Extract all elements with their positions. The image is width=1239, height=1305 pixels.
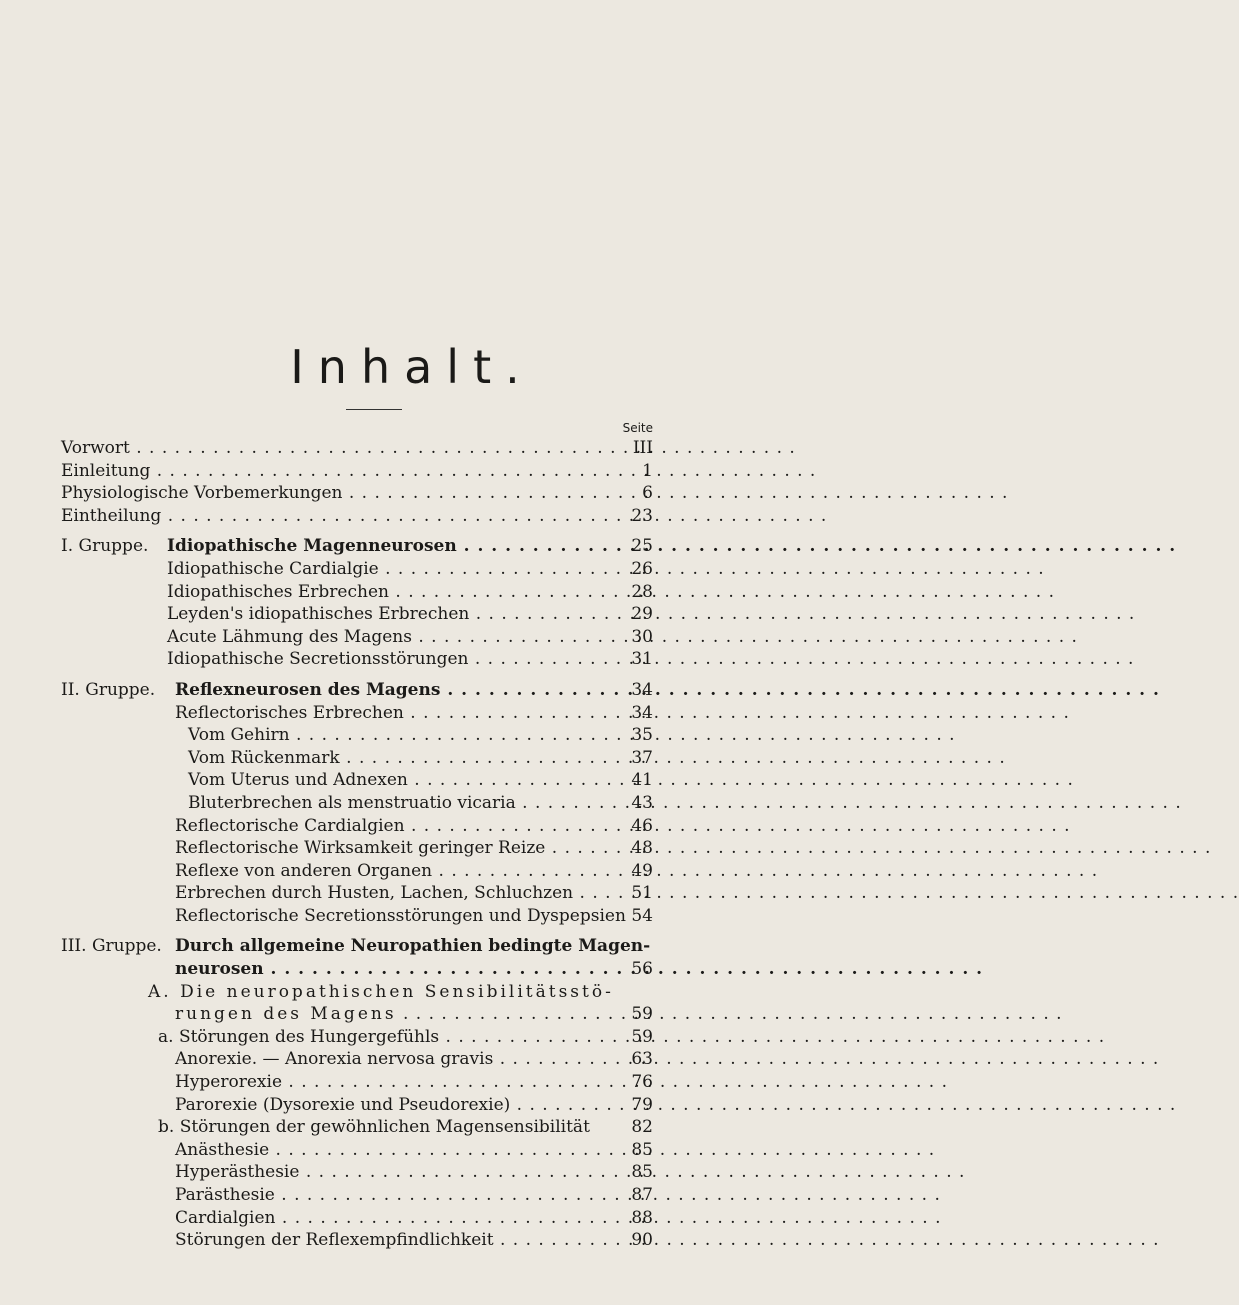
toc-page-number: 35	[631, 725, 653, 746]
toc-group-label: III. Gruppe.	[61, 936, 162, 957]
toc-page-number: 34	[631, 702, 653, 723]
toc-entry	[0, 1094, 800, 1117]
toc-entry	[0, 1229, 800, 1252]
toc-entry	[0, 882, 800, 905]
toc-entry-title: Vom Gehirn . . .	[188, 724, 600, 747]
toc-entry	[0, 1184, 800, 1207]
title-divider	[346, 409, 402, 410]
toc-entry-title: A. Die neuropathischen Sensibilitätsstö-	[148, 981, 614, 1002]
toc-entry	[0, 679, 800, 702]
toc-group-label: II. Gruppe.	[61, 679, 156, 700]
toc-page-number: 41	[631, 770, 653, 791]
toc-entry-title: b. Störungen der gewöhnlichen Magensensibilität	[158, 1117, 590, 1138]
toc-entry-title: rungen des Magens . . .	[175, 1003, 600, 1026]
toc-entry	[0, 535, 800, 558]
toc-entry-title: Reflectorisches Erbrechen . . .	[175, 702, 600, 725]
toc-entry	[0, 437, 800, 460]
toc-entry-title: Störungen der Reflexempfindlichkeit . . .	[175, 1229, 600, 1252]
toc-entry-title: Vom Uterus und Adnexen . . .	[188, 769, 600, 792]
toc-entry	[0, 558, 800, 581]
toc-entry-title: Idiopathisches Erbrechen . . .	[167, 581, 600, 604]
toc-entry-title: Einleitung . . .	[61, 460, 600, 483]
toc-entry-title: Eintheilung . . .	[61, 505, 600, 528]
toc-page-number: 87	[631, 1185, 653, 1205]
toc-entry	[0, 1116, 800, 1139]
toc-page-number: 76	[631, 1072, 653, 1093]
page-column-header: Seite	[622, 421, 653, 435]
toc-entry-title: Reflectorische Cardialgien . . .	[175, 815, 600, 838]
toc-page-number: 59	[631, 1004, 653, 1025]
toc-page-number: 37	[631, 747, 653, 768]
toc-entry-title: Erbrechen durch Husten, Lachen, Schluchzen . . .	[175, 882, 600, 905]
toc-entry	[0, 581, 800, 604]
toc-entry-title: Acute Lähmung des Magens . . .	[167, 626, 600, 649]
toc-page-number: 48	[631, 838, 653, 859]
toc-entry-title: Idiopathische Secretionsstörungen . . .	[167, 648, 600, 671]
toc-entry-title: Anästhesie . . .	[175, 1139, 600, 1162]
toc-entry	[0, 1071, 800, 1094]
toc-page-number: 82	[631, 1117, 653, 1138]
toc-page-number: 79	[631, 1094, 653, 1115]
toc-entry	[0, 958, 800, 981]
toc-entry-title: Anorexie. — Anorexia nervosa gravis . . .	[175, 1048, 600, 1071]
toc-entry	[0, 905, 800, 928]
toc-page-number: 63	[631, 1049, 653, 1070]
toc-page-number: 54	[631, 905, 653, 926]
toc-page-number: 28	[631, 581, 653, 602]
toc-page-number: 34	[631, 679, 653, 700]
toc-page-number: 6	[642, 483, 653, 504]
toc-entry	[0, 837, 800, 860]
toc-entry	[0, 792, 800, 815]
toc-entry-title: Reflectorische Secretionsstörungen und Dyspepsien	[175, 905, 626, 926]
toc-entry-title: Vom Rückenmark . . .	[188, 747, 600, 770]
toc-entry-title: Cardialgien . . .	[175, 1207, 600, 1230]
section-gap	[0, 527, 800, 535]
toc-entry	[0, 981, 800, 1004]
toc-entry-title: Parästhesie . . .	[175, 1184, 600, 1207]
toc-page-number: 23	[631, 505, 653, 526]
toc-page-number: 26	[631, 558, 653, 579]
toc-page-number: 85	[631, 1139, 653, 1160]
toc-page-number: 30	[631, 626, 653, 647]
toc-page-number: III	[632, 438, 653, 458]
toc-entry-title: Reflectorische Wirksamkeit geringer Reize . . .	[175, 837, 600, 860]
toc-entry	[0, 648, 800, 671]
toc-entry	[0, 482, 800, 505]
section-gap	[0, 927, 800, 935]
toc-entry	[0, 815, 800, 838]
toc-entry-title: Bluterbrechen als menstruatio vicaria . . .	[188, 792, 600, 815]
toc-entry	[0, 1139, 800, 1162]
toc-entry-title: Leyden's idiopathisches Erbrechen . . .	[167, 603, 600, 626]
toc-entry	[0, 1003, 800, 1026]
table-of-contents	[0, 437, 800, 1252]
toc-entry	[0, 603, 800, 626]
toc-page-number: 31	[631, 649, 653, 670]
toc-entry	[0, 460, 800, 483]
toc-page-number: 29	[631, 604, 653, 625]
toc-entry	[0, 860, 800, 883]
toc-entry	[0, 935, 800, 958]
toc-page-number: 1	[642, 460, 653, 481]
toc-page-number: 51	[631, 883, 653, 904]
toc-entry	[0, 769, 800, 792]
toc-entry-title: Parorexie (Dysorexie und Pseudorexie) . . .	[175, 1094, 600, 1117]
toc-entry	[0, 1048, 800, 1071]
toc-entry-title: Idiopathische Cardialgie . . .	[167, 558, 600, 581]
page-title: Inhalt.	[290, 340, 534, 394]
toc-entry-title: Hyperorexie . . .	[175, 1071, 600, 1094]
toc-entry	[0, 702, 800, 725]
toc-entry	[0, 626, 800, 649]
toc-entry	[0, 1207, 800, 1230]
section-gap	[0, 671, 800, 679]
toc-group-label: I. Gruppe.	[61, 536, 149, 557]
toc-entry-title: Reflexneurosen des Magens . . .	[175, 679, 600, 702]
toc-entry	[0, 724, 800, 747]
toc-page-number: 43	[631, 792, 653, 813]
toc-page-number: 59	[631, 1026, 653, 1047]
toc-entry-title: Reflexe von anderen Organen . . .	[175, 860, 600, 883]
toc-page-number: 90	[631, 1230, 653, 1251]
toc-entry	[0, 1026, 800, 1049]
toc-entry-title: neurosen . . .	[175, 958, 600, 981]
toc-entry-title: Durch allgemeine Neuropathien bedingte Magen-	[175, 936, 651, 957]
toc-entry-title: Vorwort . . .	[61, 437, 600, 460]
toc-page-number: 25	[631, 536, 653, 557]
toc-entry-title: a. Störungen des Hungergefühls . . .	[158, 1026, 600, 1049]
toc-entry	[0, 1161, 800, 1184]
toc-page-number: 46	[631, 815, 653, 836]
toc-page-number: 49	[631, 860, 653, 881]
toc-entry-title: Hyperästhesie . . .	[175, 1161, 600, 1184]
toc-page-number: 88	[631, 1207, 653, 1228]
toc-entry-title: Idiopathische Magenneurosen . . .	[167, 535, 600, 558]
toc-page-number: 85	[631, 1162, 653, 1183]
toc-entry	[0, 505, 800, 528]
toc-page-number: 56	[631, 959, 653, 980]
toc-entry	[0, 747, 800, 770]
toc-entry-title: Physiologische Vorbemerkungen . . .	[61, 482, 600, 505]
